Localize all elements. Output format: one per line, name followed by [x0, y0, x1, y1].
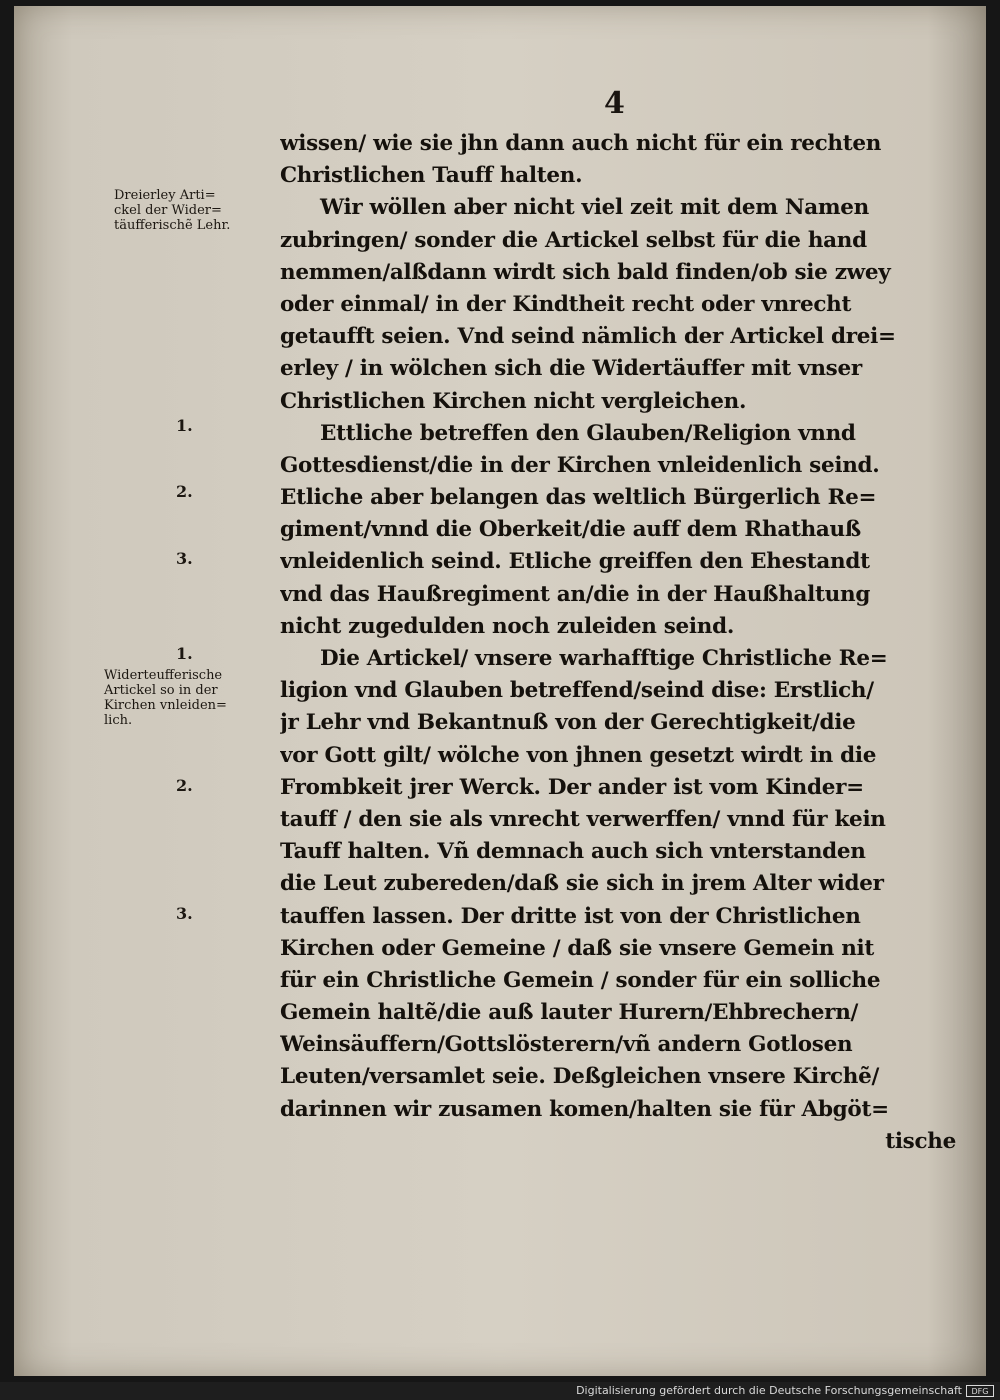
- text-line: Kirchen oder Gemeine / daß sie vnsere Gemein nit: [280, 935, 875, 961]
- margin-note-line: Dreierley Arti=: [114, 188, 216, 203]
- margin-note-anabaptist-articles: [104, 668, 227, 728]
- text-line: vor Gott gilt/ wölche von jhnen gesetzt wirdt in die: [280, 742, 877, 768]
- text-line: die Leut zubereden/daß sie sich in jrem Alter wider: [280, 871, 884, 897]
- text-line: Gottesdienst/die in der Kirchen vnleidenlich seind.: [280, 452, 880, 478]
- text-line: Ettliche betreffen den Glauben/Religion vnnd: [320, 420, 856, 446]
- text-line: ligion vnd Glauben betreffend/seind dise: Erstlich/: [280, 678, 874, 704]
- text-line: Wir wöllen aber nicht viel zeit mit dem Namen: [320, 195, 870, 221]
- margin-note-line: täufferischẽ Lehr.: [114, 218, 231, 233]
- margin-number: 2.: [176, 776, 193, 795]
- text-line: wissen/ wie sie jhn dann auch nicht für ein rechten: [280, 131, 882, 156]
- margin-note-line: Kirchen vnleiden=: [104, 698, 227, 713]
- text-line: vnleidenlich seind. Etliche greiffen den Ehestandt: [280, 549, 870, 575]
- text-line: nemmen/alßdann wirdt sich bald finden/ob sie zwey: [280, 259, 891, 285]
- text-line: getaufft seien. Vnd seind nämlich der Artickel drei=: [280, 324, 896, 350]
- body-text: [280, 128, 956, 1158]
- margin-note-line: Artickel so in der: [104, 683, 218, 698]
- margin-note-line: lich.: [104, 713, 133, 728]
- margin-number: 2.: [176, 482, 193, 501]
- text-line: Leuten/versamlet seie. Deßgleichen vnsere Kirchẽ/: [280, 1064, 880, 1090]
- text-line: tauff / den sie als vnrecht verwerffen/ vnnd für kein: [280, 806, 886, 832]
- text-line: Christlichen Kirchen nicht vergleichen.: [280, 388, 747, 414]
- text-line: vnd das Haußregiment an/die in der Haußhaltung: [280, 581, 871, 607]
- margin-note-line: ckel der Wider=: [114, 203, 222, 218]
- page-number: 4: [604, 86, 625, 121]
- text-line: Weinsäuffern/Gottslösterern/vñ andern Gotlosen: [280, 1032, 853, 1058]
- catchword: tische: [885, 1128, 956, 1154]
- margin-note-line: Widerteufferische: [104, 668, 223, 683]
- text-line: darinnen wir zusamen komen/halten sie für Abgöt=: [280, 1096, 889, 1122]
- text-line: Die Artickel/ vnsere warhafftige Christliche Re=: [320, 646, 888, 671]
- text-line: Frombkeit jrer Werck. Der ander ist vom Kinder=: [280, 774, 864, 800]
- margin-note-three-articles: [114, 188, 230, 233]
- margin-number: 1.: [176, 416, 193, 435]
- text-line: erley / in wölchen sich die Widertäuffer mit vnser: [280, 356, 862, 382]
- text-line: Christlichen Tauff halten.: [280, 163, 583, 189]
- footer-bar: [0, 1382, 1000, 1400]
- text-line: oder einmal/ in der Kindtheit recht oder vnrecht: [280, 291, 852, 317]
- dfg-logo-icon: DFG: [966, 1385, 994, 1397]
- footer-credit: Digitalisierung gefördert durch die Deutsche Forschungsgemeinschaft: [576, 1384, 962, 1397]
- text-line: nicht zugedulden noch zuleiden seind.: [280, 613, 735, 639]
- text-line: tauffen lassen. Der dritte ist von der Christlichen: [280, 903, 861, 929]
- text-line: zubringen/ sonder die Artickel selbst für die hand: [280, 227, 867, 253]
- text-line: giment/vnnd die Oberkeit/die auff dem Rhathauß: [280, 517, 861, 543]
- text-line: für ein Christliche Gemein / sonder für ein solliche: [280, 967, 881, 993]
- margin-number: 1.: [176, 644, 193, 663]
- book-page: [14, 6, 986, 1376]
- text-line: jr Lehr vnd Bekantnuß von der Gerechtigkeit/die: [280, 710, 856, 736]
- margin-number: 3.: [176, 549, 193, 568]
- text-line: Gemein haltẽ/die auß lauter Hurern/Ehbrechern/: [280, 1000, 859, 1026]
- margin-number: 3.: [176, 904, 193, 923]
- text-line: Tauff halten. Vñ demnach auch sich vnterstanden: [280, 839, 866, 865]
- text-line: Etliche aber belangen das weltlich Bürgerlich Re=: [280, 485, 877, 511]
